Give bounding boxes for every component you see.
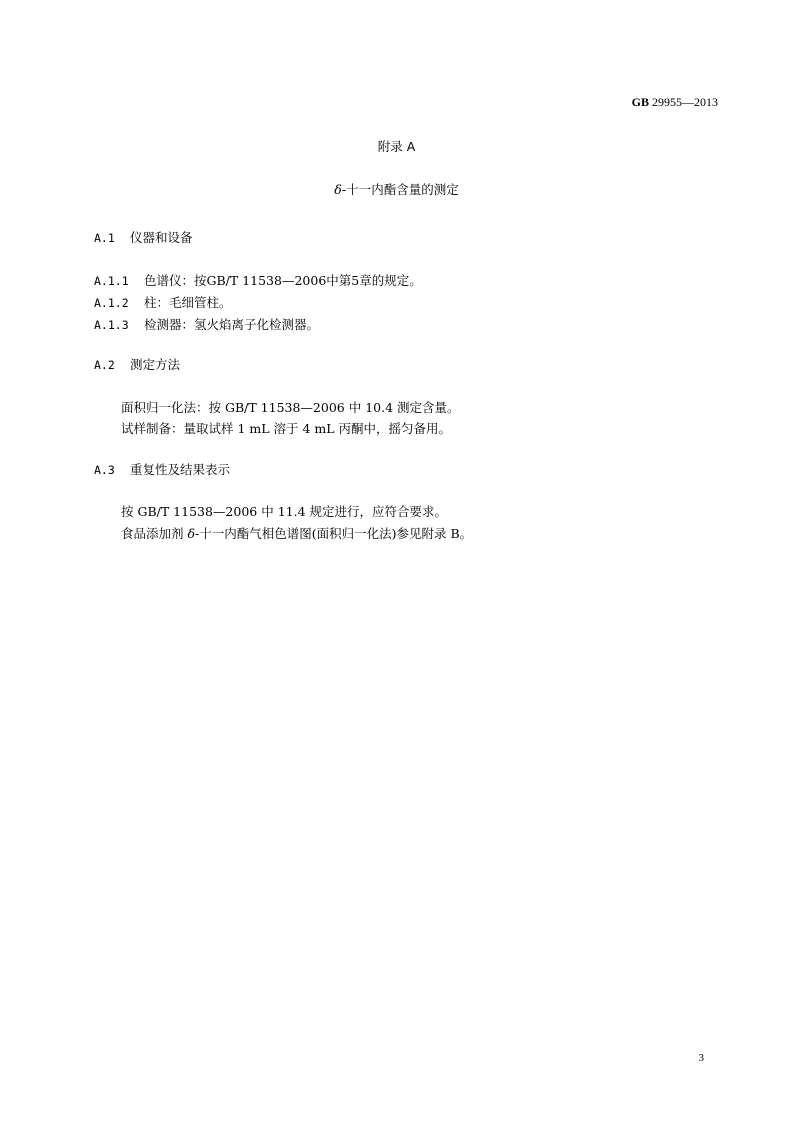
section-heading-a2 xyxy=(94,355,180,373)
section-title: 测定方法 xyxy=(130,357,181,372)
section-heading-a3 xyxy=(94,460,230,478)
paragraph-suffix: -十一内酯气相色谱图(面积归一化法)参见附录 B。 xyxy=(195,526,473,541)
clause-a1-2 xyxy=(94,293,232,311)
clause-number: A.1.2 xyxy=(94,296,129,310)
clause-number: A.1.1 xyxy=(94,274,129,288)
paragraph-a2-1: 面积归一化法：按 GB/T 11538—2006 中 10.4 测定含量。 xyxy=(121,400,460,415)
section-title: 重复性及结果表示 xyxy=(130,462,231,477)
clause-number: A.1.3 xyxy=(94,318,129,332)
title-symbol: δ xyxy=(334,182,342,197)
page-number: 3 xyxy=(698,1052,704,1064)
clause-a1-3 xyxy=(94,315,319,333)
section-number: A.2 xyxy=(94,358,115,372)
paragraph-prefix: 食品添加剂 xyxy=(121,526,188,541)
paragraph-symbol: δ xyxy=(187,526,196,541)
standard-header xyxy=(632,95,718,110)
clause-text: 色谱仪：按GB/T 11538—2006中第5章的规定。 xyxy=(144,273,422,288)
annex-label: 附录 A xyxy=(377,139,416,154)
paragraph-a3-1: 按 GB/T 11538—2006 中 11.4 规定进行，应符合要求。 xyxy=(121,504,447,519)
section-title: 仪器和设备 xyxy=(130,230,193,245)
section-heading-a1 xyxy=(94,228,193,246)
paragraph-a2-2: 试样制备：量取试样 1 mL 溶于 4 mL 丙酮中，摇匀备用。 xyxy=(121,421,452,436)
clause-text: 柱：毛细管柱。 xyxy=(144,295,232,310)
standard-code: GB xyxy=(631,95,649,109)
paragraph-a3-2 xyxy=(121,524,472,542)
section-number: A.3 xyxy=(94,463,115,477)
clause-a1-1 xyxy=(94,271,422,289)
clause-text: 检测器：氢火焰离子化检测器。 xyxy=(144,317,320,332)
section-number: A.1 xyxy=(94,231,115,245)
title-text: -十一内酯含量的测定 xyxy=(341,182,459,197)
document-title xyxy=(0,180,793,198)
standard-number: 29955—2013 xyxy=(649,95,718,109)
